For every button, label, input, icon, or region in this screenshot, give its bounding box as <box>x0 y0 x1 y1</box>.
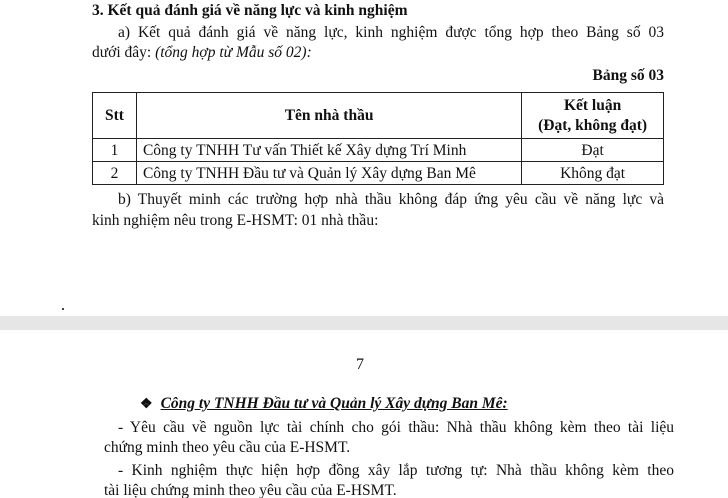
paragraph-a-line1: a) Kết quả đánh giá về năng lực, kinh nghiệm được tổng hợp theo Bảng số 03 <box>118 24 664 41</box>
paragraph-a-line2 <box>92 44 312 62</box>
table-header-row <box>93 93 664 139</box>
cell-contractor-name: Công ty TNHH Đầu tư và Quản lý Xây dựng Ban Mê <box>136 162 521 185</box>
cell-result: Không đạt <box>522 162 664 185</box>
company-heading <box>140 395 508 413</box>
cell-result: Đạt <box>522 139 664 162</box>
paragraph-a-line2-italic: (tổng hợp từ Mẫu số 02): <box>155 44 312 61</box>
paragraph-b-line2: kinh nghiệm nêu trong E-HSMT: 01 nhà thầu: <box>92 212 379 229</box>
header-result <box>522 93 664 139</box>
evaluation-results-table <box>92 92 664 185</box>
experience-requirement-line1: - Kinh nghiệm thực hiện hợp đồng xây lắp tương tự: Nhà thầu không kèm theo <box>118 462 674 479</box>
paragraph-a-line2-text: dưới đây: <box>92 44 156 61</box>
table-caption: Bảng số 03 <box>592 67 664 84</box>
page-number: 7 <box>356 356 364 373</box>
page-separator <box>0 316 728 330</box>
header-contractor-name: Tên nhà thầu <box>136 93 521 139</box>
header-stt: Stt <box>93 93 137 139</box>
company-heading-title: Công ty TNHH Đầu tư và Quản lý Xây dựng Ban Mê: <box>160 395 508 412</box>
cell-stt: 2 <box>93 162 137 185</box>
table-row <box>93 139 664 162</box>
scan-speck <box>62 308 64 310</box>
finance-requirement-line2: chứng minh theo yêu cầu của E-HSMT. <box>104 439 351 456</box>
cell-contractor-name: Công ty TNHH Tư vấn Thiết kế Xây dựng Trí Minh <box>136 139 521 162</box>
header-result-line1: Kết luận <box>563 96 622 114</box>
diamond-bullet-icon: ❖ <box>140 396 153 412</box>
header-result-line2: (Đạt, không đạt) <box>538 116 648 134</box>
section-heading: 3. Kết quả đánh giá về năng lực và kinh nghiệm <box>92 2 408 19</box>
finance-requirement-line1: - Yêu cầu về nguồn lực tài chính cho gói thầu: Nhà thầu không kèm theo tài liệu <box>118 419 674 436</box>
document-page-lower <box>0 330 728 498</box>
experience-requirement-line2: tài liệu chứng minh theo yêu cầu của E-HSMT. <box>104 482 397 498</box>
table-row <box>93 162 664 185</box>
paragraph-b-line1: b) Thuyết minh các trường hợp nhà thầu không đáp ứng yêu cầu về năng lực và <box>118 191 664 208</box>
cell-stt: 1 <box>93 139 137 162</box>
